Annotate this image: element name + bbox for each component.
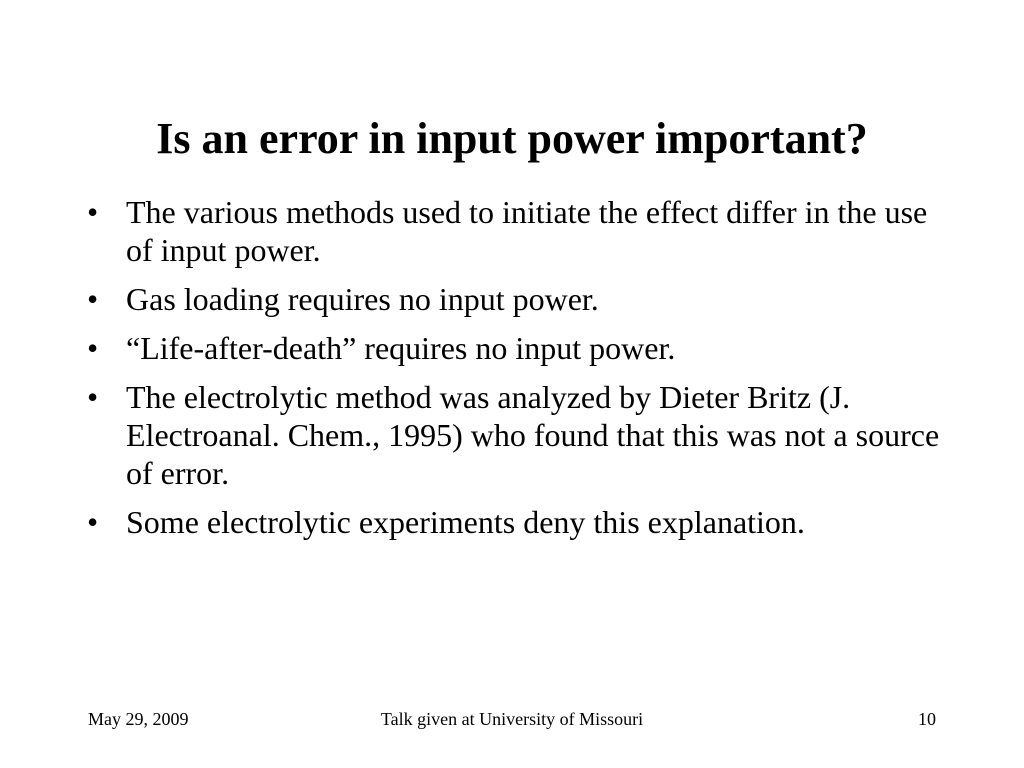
- footer-page-number: 10: [918, 709, 936, 729]
- bullet-mark: •: [87, 504, 99, 540]
- footer-date: May 29, 2009: [88, 709, 189, 729]
- bullet-mark: •: [87, 330, 99, 366]
- footer-talk-info: Talk given at University of Missouri: [380, 709, 644, 729]
- bullet-list: [87, 193, 957, 552]
- bullet-text: The various methods used to initiate the effect differ in the use of input power.: [126, 194, 928, 268]
- bullet-item-1: [87, 193, 957, 269]
- bullet-item-3: [87, 329, 957, 367]
- bullet-text: Some electrolytic experiments deny this explanation.: [126, 504, 805, 540]
- bullet-text: “Life-after-death” requires no input power.: [126, 330, 676, 366]
- bullet-mark: •: [87, 194, 99, 230]
- bullet-item-2: [87, 280, 957, 318]
- bullet-item-5: [87, 503, 957, 541]
- bullet-item-4: [87, 378, 957, 492]
- bullet-text: Gas loading requires no input power.: [126, 281, 599, 317]
- bullet-mark: •: [87, 379, 99, 415]
- bullet-text: The electrolytic method was analyzed by Dieter Britz (J. Electroanal. Chem., 1995) who found that this was not a source of error.: [126, 379, 940, 491]
- bullet-mark: •: [87, 281, 99, 317]
- slide-title: Is an error in input power important?: [156, 114, 868, 163]
